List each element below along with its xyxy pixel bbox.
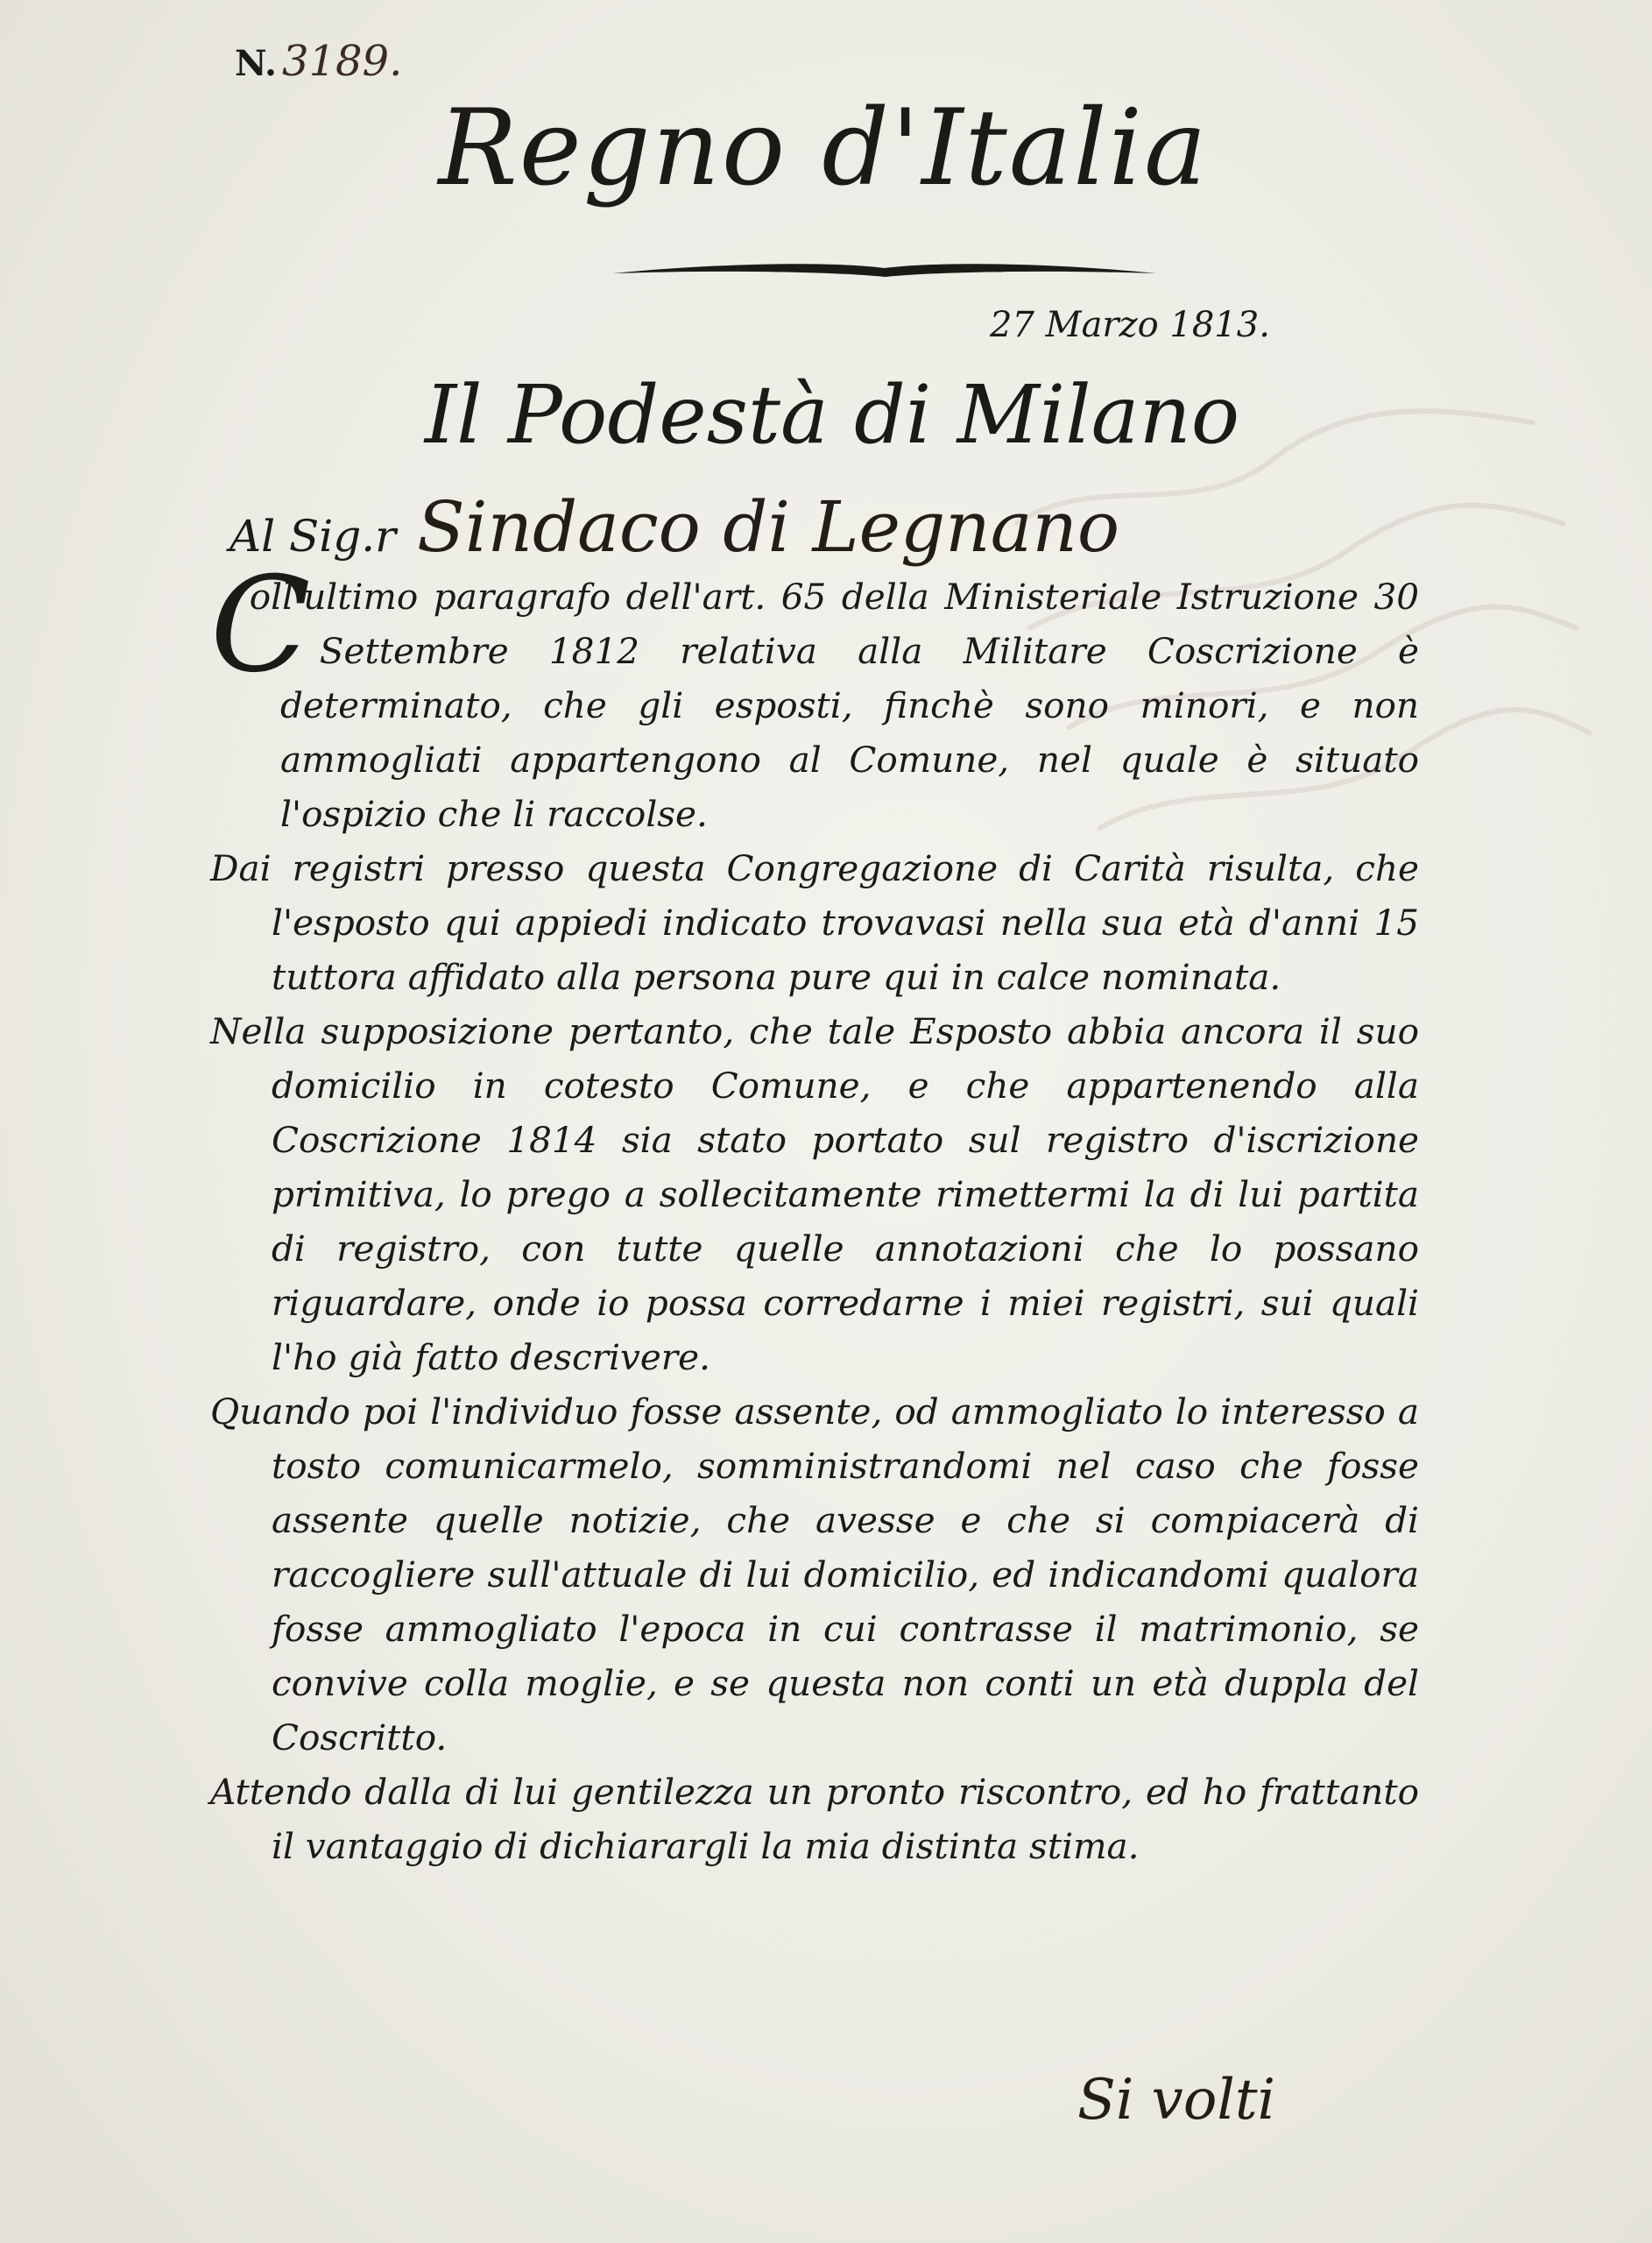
handwritten-note: Si volti	[1077, 2068, 1275, 2133]
document-number	[235, 37, 402, 86]
paragraph-1	[210, 549, 1419, 841]
paragraph-3-text: Nella supposizione pertanto, che tale Esposto abbia ancora il suo domicilio in cotesto Comune, e che appartenendo alla Coscrizione 1814 sia stato portato sul registro d'iscrizione primitiva, lo prego a sollecitamente rimettermi la di lui partita di registro, con tutte quelle annotazioni che lo possano riguardare, onde io possa corredarne i miei registri, sui quali l'ho già fatto descrivere.	[210, 1010, 1419, 1378]
paragraph-4	[210, 1384, 1419, 1765]
document-date: 27 Marzo 1813.	[990, 305, 1270, 345]
paragraph-2	[210, 841, 1419, 1004]
document-number-handwritten: 3189.	[281, 37, 403, 86]
paragraph-2-text: Dai registri presso questa Congregazione di Carità risulta, che l'esposto qui appiedi indicato trovavasi nella sua età d'anni 15 tuttora affidato alla persona pure qui in calce nominata.	[210, 847, 1419, 998]
addressee-handwritten: Sindaco di Legnano	[417, 486, 1120, 568]
document-number-prefix: N.	[235, 43, 277, 84]
title-flourish-divider	[613, 254, 1156, 289]
document-title: Regno d'Italia	[438, 88, 1209, 209]
drop-cap: C	[210, 549, 311, 702]
addressee-line	[229, 486, 1119, 568]
paragraph-5	[210, 1765, 1419, 1873]
paragraph-1-text: oll'ultimo paragrafo dell'art. 65 della Ministeriale Istruzione 30 Settembre 1812 relativa alla Militare Coscrizione è determinato, che gli esposti, finchè sono minori, e non ammogliati appartengono al Comune, nel quale è situato l'ospizio che li raccolse.	[249, 576, 1419, 835]
paragraph-4-text: Quando poi l'individuo fosse assente, od ammogliato lo interesso a tosto comunicarmelo, somministrandomi nel caso che fosse assente quelle notizie, che avesse e che si compiacerà di raccogliere sull'attuale di lui domicilio, ed indicandomi qualora fosse ammogliato l'epoca in cui contrasse il matrimonio, se convive colla moglie, e se questa non conti un età duppla del Coscritto.	[210, 1390, 1419, 1758]
addressee-prefix: Al Sig.r	[229, 511, 397, 562]
issuing-authority: Il Podestà di Milano	[424, 368, 1240, 462]
paragraph-5-text: Attendo dalla di lui gentilezza un pronto riscontro, ed ho frattanto il vantaggio di dichiarargli la mia distinta stima.	[210, 1771, 1419, 1867]
letter-body	[210, 549, 1419, 1873]
paragraph-3	[210, 1004, 1419, 1384]
